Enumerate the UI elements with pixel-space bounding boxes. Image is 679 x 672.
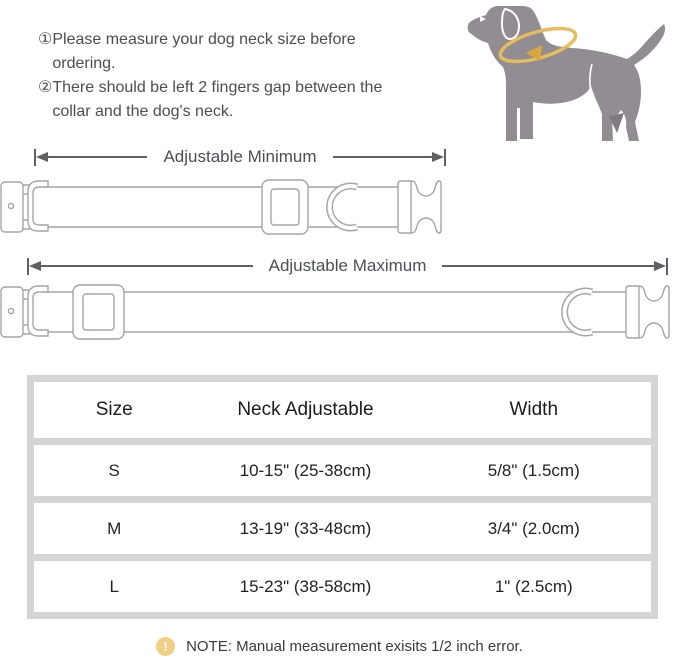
- cell-neck: 10-15" (25-38cm): [239, 460, 372, 480]
- instruction-number: ②: [38, 79, 53, 96]
- collar-minimum-diagram: [0, 178, 445, 236]
- triglide-slider: [262, 180, 308, 234]
- measure-line: [48, 156, 147, 158]
- metal-buckle: [1, 287, 31, 337]
- dog-body-silhouette: [468, 6, 665, 141]
- buckle-clip: [626, 286, 669, 338]
- d-ring-inner: [330, 186, 357, 228]
- instruction-number: ①: [38, 31, 53, 48]
- arrowhead-left-icon: [36, 152, 48, 162]
- column-header-width: Width: [509, 399, 559, 420]
- note-bar: [0, 637, 679, 656]
- cell-width: 5/8" (1.5cm): [487, 460, 580, 480]
- table-row: [34, 503, 651, 554]
- exclamation-icon: !: [156, 637, 175, 656]
- collar-maximum-diagram: [0, 283, 670, 341]
- note-text: NOTE: Manual measurement exisits 1/2 inch error.: [186, 638, 523, 655]
- column-header-size: Size: [95, 399, 133, 420]
- cell-neck: 15-23" (38-58cm): [239, 576, 372, 596]
- metal-buckle: [1, 182, 31, 232]
- cell-neck: 13-19" (33-48cm): [239, 518, 372, 538]
- column-header-neck-adjustable: Neck Adjustable: [237, 399, 374, 420]
- triglide-slider: [73, 285, 124, 339]
- dog-illustration: [460, 2, 675, 160]
- measure-minimum: [34, 148, 446, 166]
- cell-width: 3/4" (2.0cm): [487, 518, 580, 538]
- measure-maximum: [27, 257, 668, 275]
- measure-end-tick: [444, 149, 446, 166]
- table-row: [34, 561, 651, 612]
- cell-width: 1" (2.5cm): [494, 576, 573, 596]
- instruction-item: [38, 28, 458, 76]
- cell-size: L: [109, 576, 119, 596]
- measure-line: [41, 265, 253, 267]
- measure-label: Adjustable Minimum: [163, 147, 317, 166]
- instruction-text: There should be left 2 fingers gap between the collar and the dog's neck.: [52, 79, 383, 120]
- size-table: [27, 375, 658, 619]
- arrowhead-right-icon: [432, 152, 444, 162]
- table-row: [34, 445, 651, 496]
- arrowhead-left-icon: [29, 261, 41, 271]
- measure-line: [442, 265, 654, 267]
- buckle-clip: [398, 181, 441, 233]
- measure-line: [333, 156, 432, 158]
- instructions-block: [38, 28, 458, 124]
- measure-label: Adjustable Maximum: [268, 256, 427, 275]
- instruction-text: Please measure your dog neck size before ordering.: [52, 31, 356, 72]
- measure-end-tick: [666, 258, 668, 275]
- cell-size: M: [107, 518, 122, 538]
- cell-size: S: [108, 460, 120, 480]
- d-ring-inner: [565, 291, 592, 333]
- strap-fold: [28, 181, 48, 231]
- strap-fold: [28, 286, 48, 336]
- table-header-row: [34, 382, 651, 438]
- instruction-item: [38, 76, 458, 124]
- arrowhead-right-icon: [654, 261, 666, 271]
